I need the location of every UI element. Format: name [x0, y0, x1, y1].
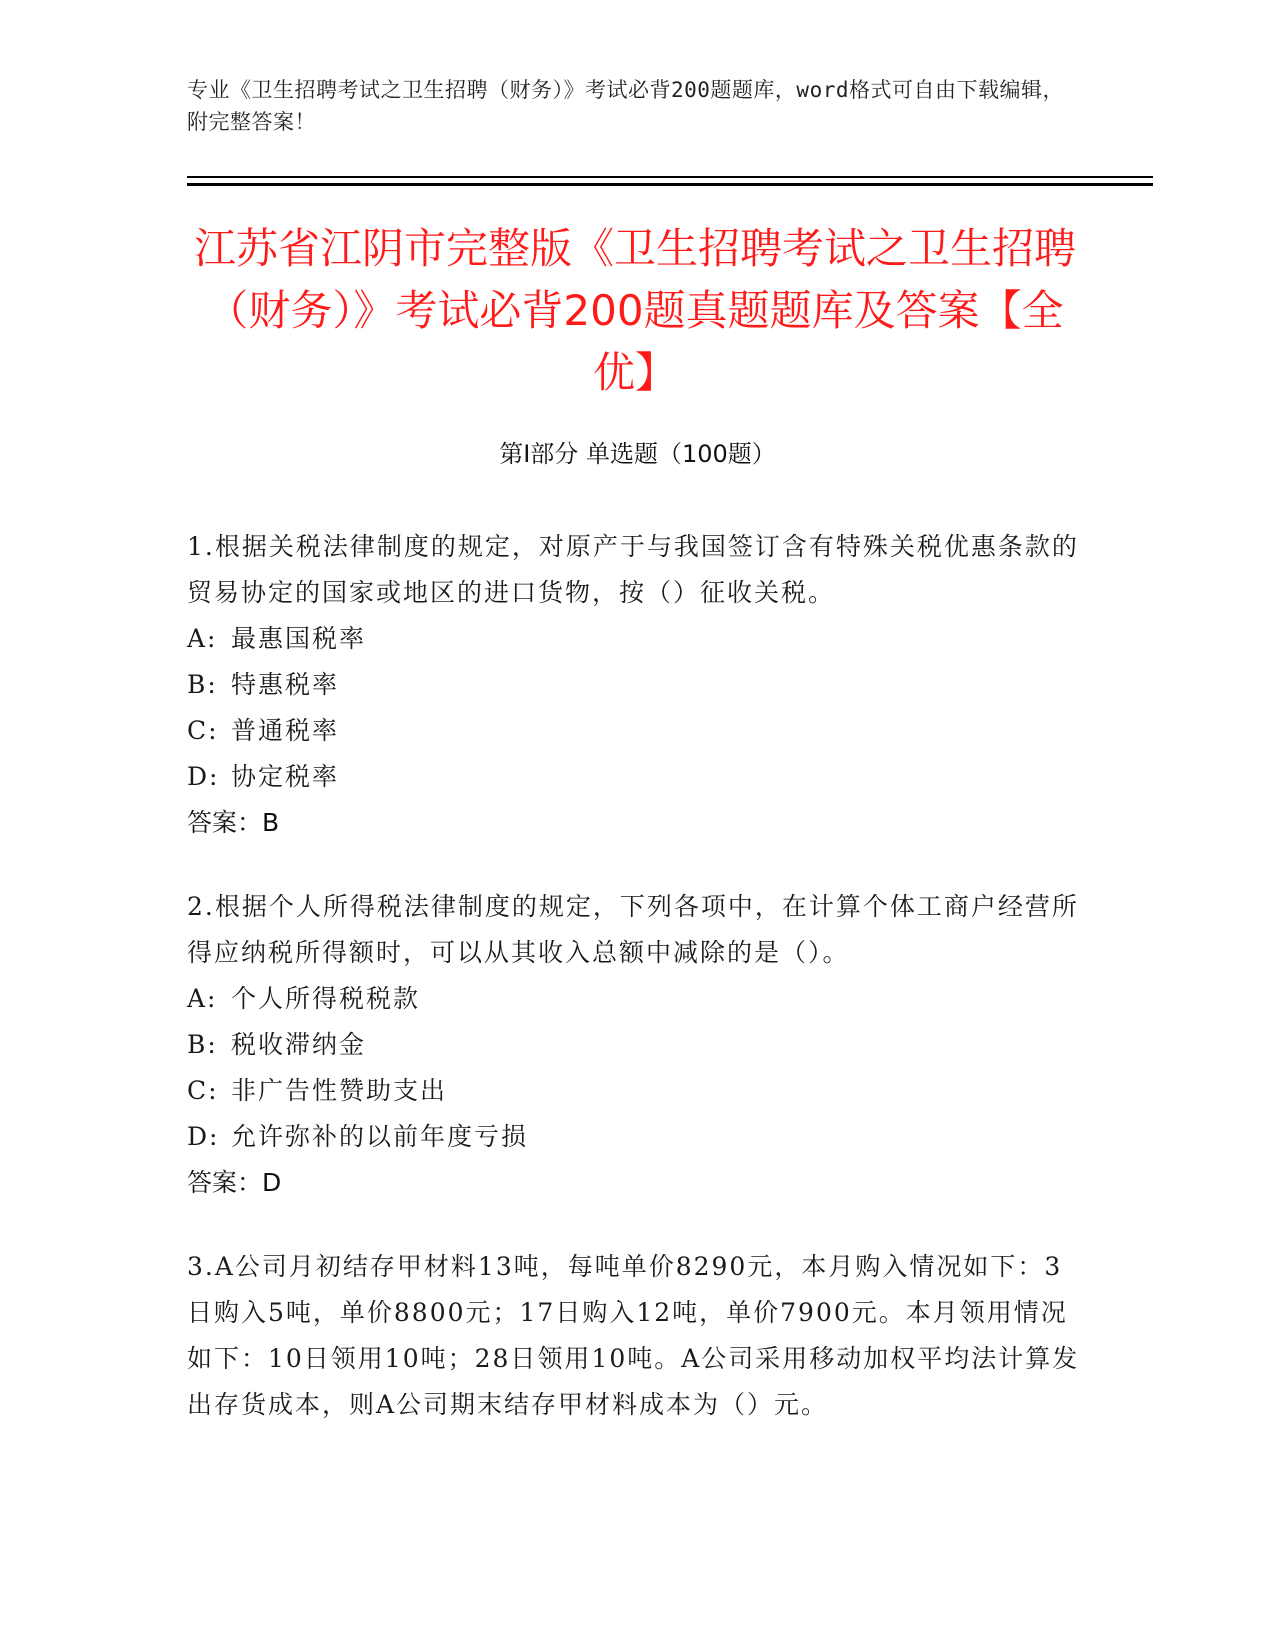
option-a: [187, 616, 1087, 662]
section-heading: 第I部分 单选题（100题）: [499, 440, 776, 468]
question-text: 2.根据个人所得税法律制度的规定，下列各项中，在计算个体工商户经营所得应纳税所得额时，可以从其收入总额中减除的是（）。: [187, 892, 1079, 967]
option-key: D:: [187, 762, 220, 791]
option-text: 税收滞纳金: [231, 1030, 367, 1059]
option-text: 普通税率: [231, 716, 340, 745]
option-b: [187, 662, 1087, 708]
option-text: 允许弥补的以前年度亏损: [231, 1122, 529, 1151]
header-divider-thick: [187, 183, 1153, 186]
option-key: C:: [187, 716, 219, 745]
option-c: [187, 1068, 1087, 1114]
option-key: B:: [187, 670, 218, 699]
option-d: [187, 754, 1087, 800]
header-divider-thin: [187, 176, 1153, 178]
option-d: [187, 1114, 1087, 1160]
option-text: 个人所得税税款: [231, 984, 421, 1013]
option-a: [187, 976, 1087, 1022]
question-2: [187, 884, 1087, 1206]
answer: 答案：D: [187, 1168, 282, 1197]
option-text: 非广告性赞助支出: [231, 1076, 448, 1105]
answer: 答案：B: [187, 808, 280, 837]
option-key: B:: [187, 1030, 218, 1059]
option-text: 特惠税率: [231, 670, 340, 699]
option-key: A:: [187, 624, 218, 653]
option-b: [187, 1022, 1087, 1068]
option-key: D:: [187, 1122, 220, 1151]
question-text: 1.根据关税法律制度的规定，对原产于与我国签订含有特殊关税优惠条款的贸易协定的国家或地区的进口货物，按（）征收关税。: [187, 532, 1079, 607]
option-key: C:: [187, 1076, 219, 1105]
question-text: 3.A公司月初结存甲材料13吨，每吨单价8290元，本月购入情况如下：3日购入5吨，单价8800元；17日购入12吨，单价7900元。本月领用情况如下：10日领用10吨；28日领用10吨。A公司采用移动加权平均法计算发出存货成本，则A公司期末结存甲材料成本为（）元。: [187, 1252, 1080, 1419]
document-title: 江苏省江阴市完整版《卫生招聘考试之卫生招聘（财务）》考试必背200题真题题库及答案【全优】: [193, 224, 1076, 397]
option-key: A:: [187, 984, 218, 1013]
question-3: [187, 1244, 1087, 1428]
option-text: 最惠国税率: [231, 624, 367, 653]
option-c: [187, 708, 1087, 754]
header-note: 专业《卫生招聘考试之卫生招聘（财务）》考试必背200题题库，word格式可自由下载编辑，附完整答案！: [187, 78, 1064, 134]
question-1: [187, 524, 1087, 846]
option-text: 协定税率: [231, 762, 340, 791]
